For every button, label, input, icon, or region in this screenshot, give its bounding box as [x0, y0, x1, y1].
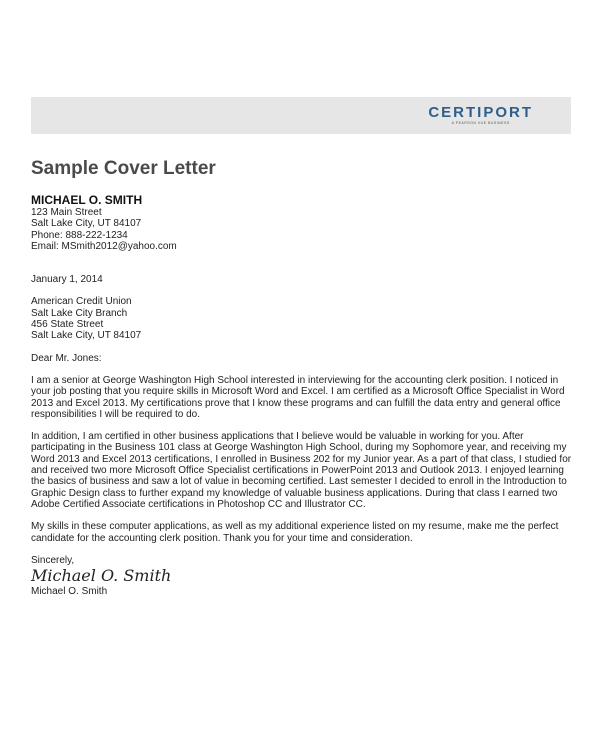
- typed-name: Michael O. Smith: [31, 586, 108, 598]
- certiport-logo: [428, 106, 533, 126]
- closing: Sincerely,: [31, 554, 75, 566]
- body-paragraph-2: In addition, I am certified in other business applications that I believe would be valuable in working for you. After participating in the Business 101 class at George Washington High School, during my Sophomore year, and receiving my Word 2013 and Excel 2013 certifications, I enrolled in Business 202 for my Junior year. As a part of that class, I studied for and received two more Microsoft Office Specialist certifications in PowerPoint 2013 and Outlook 2013. I enjoyed learning the basics of business and saw a lot of value in becoming certified. Last semester I decided to enroll in the Introduction to Graphic Design class to further expand my knowledge of valuable business applications. During that class I earned two Adobe Certified Associate certifications in Photoshop CC and Illustrator CC.: [31, 431, 572, 510]
- logo-subtext: A PEARSON VUE BUSINESS: [451, 121, 510, 125]
- sender-name: MICHAEL O. SMITH: [31, 193, 143, 207]
- salutation: Dear Mr. Jones:: [31, 352, 102, 364]
- recipient-branch: Salt Lake City Branch: [31, 307, 128, 319]
- header-bar: [31, 97, 571, 134]
- letter-date: January 1, 2014: [31, 274, 103, 286]
- page-title: Sample Cover Letter: [31, 158, 216, 179]
- sender-city: Salt Lake City, UT 84107: [31, 218, 142, 230]
- cover-letter: [31, 193, 576, 597]
- logo-text: CERTIPORT: [428, 104, 533, 121]
- sender-street: 123 Main Street: [31, 207, 102, 218]
- body-paragraph-3: My skills in these computer applications, as well as my additional experience listed on my resume, make me the perfect candidate for the accounting clerk position. Thank you for your time and consideration.: [31, 521, 559, 544]
- sender-phone: Phone: 888-222-1234: [31, 229, 128, 241]
- recipient-city: Salt Lake City, UT 84107: [31, 330, 142, 342]
- sender-email: Email: MSmith2012@yahoo.com: [31, 240, 177, 252]
- handwritten-signature: Michael O. Smith: [31, 566, 172, 586]
- body-paragraph-1: I am a senior at George Washington High School interested in interviewing for the accounting clerk position. I noticed in your job posting that you require skills in Microsoft Word and Excel. I am certified as a Microsoft Office Specialist in Word 2013 and Excel 2013. My certifications prove that I know these programs and can fulfill the data entry and general office responsibilities I will be required to do.: [31, 374, 565, 420]
- recipient-street: 456 State Street: [31, 319, 104, 331]
- recipient-org: American Credit Union: [31, 296, 132, 308]
